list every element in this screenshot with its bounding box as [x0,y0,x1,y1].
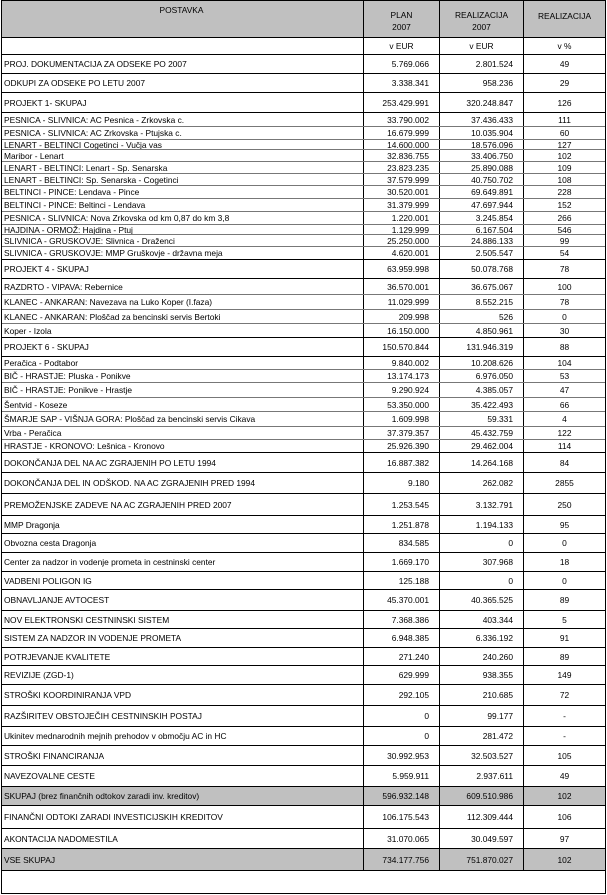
row-label: PESNICA - SLIVNICA: Nova Zrkovska od km 0,87 do km 3,8 [2,212,364,224]
row-realizacija: 609.510.986 [440,787,524,805]
row-plan: 3.338.341 [364,74,440,92]
row-pct: 72 [559,690,570,700]
row-realizacija: 50.078.768 [440,260,524,278]
row-plan: 36.570.001 [364,279,440,294]
table-row [2,383,605,398]
row-label: STROŠKI FINANCIRANJA [2,746,364,765]
table-row [2,235,605,247]
row-realizacija: 0 [440,534,524,552]
row-plan: 1.609.998 [364,412,440,426]
table-row [2,629,605,648]
row-plan: 25.926.390 [364,440,440,452]
row-plan: 23.823.235 [364,162,440,173]
table-row [2,440,605,453]
row-label: DOKONČANJA DEL IN ODŠKOD. NA AC ZGRAJENIH PRED 1994 [2,473,364,493]
table-row [2,590,605,611]
row-pct: 53 [559,371,570,381]
row-pct: 149 [557,670,572,680]
row-realizacija: 69.649.891 [440,186,524,198]
row-pct: 60 [559,128,570,138]
row-plan: 4.620.001 [364,247,440,259]
table-row [2,260,605,279]
row-label: VADBENI POLIGON IG [2,572,364,589]
table-row [2,93,605,113]
row-realizacija: 320.248.847 [440,93,524,112]
header-plan-label: PLAN [390,9,413,20]
row-plan: 37.579.999 [364,174,440,185]
row-label: SLIVNICA - GRUSKOVJE: MMP Gruškovje - državna meja [2,247,364,259]
row-pct: 106 [557,812,572,822]
row-realizacija: 35.422.493 [440,398,524,411]
row-pct: 99 [559,235,570,246]
row-pct: 0 [562,575,567,586]
row-plan: 209.998 [364,310,440,323]
table-row [2,473,605,494]
row-pct: 109 [557,162,572,173]
row-pct: 108 [557,174,572,185]
table-row [2,412,605,427]
row-realizacija: 10.208.626 [440,357,524,369]
row-realizacija: 40.365.525 [440,590,524,610]
row-plan: 31.070.065 [364,829,440,848]
row-pct: 78 [559,264,570,274]
row-realizacija: 210.685 [440,685,524,705]
row-realizacija: 45.432.759 [440,427,524,439]
row-pct: 49 [559,771,570,781]
row-pct: 100 [557,281,572,292]
row-plan: 150.570.844 [364,338,440,356]
row-pct: - [563,711,566,721]
row-plan: 292.105 [364,685,440,705]
row-label: Obvozna cesta Dragonja [2,534,364,552]
table-row [2,338,605,357]
row-plan: 9.180 [364,473,440,493]
row-realizacija: 112.309.444 [440,806,524,828]
header-postavka [2,1,364,37]
row-realizacija: 751.870.027 [440,849,524,870]
row-realizacija: 32.503.527 [440,746,524,765]
table-row [2,849,605,871]
row-label: HRASTJE - KRONOVO: Lešnica - Kronovo [2,440,364,452]
table-row [2,494,605,516]
row-label: BELTINCI - PINCE: Lendava - Pince [2,186,364,198]
row-label: AKONTACIJA NADOMESTILA [2,829,364,848]
table-row [2,247,605,260]
row-plan: 1.220.001 [364,212,440,224]
row-plan: 9.840.002 [364,357,440,369]
header-plan [364,1,440,37]
row-label: NAVEZOVALNE CESTE [2,766,364,786]
row-label: BIČ - HRASTJE: Ponikve - Hrastje [2,383,364,397]
row-realizacija: 0 [440,572,524,589]
row-realizacija: 1.194.133 [440,516,524,533]
row-realizacija: 6.167.504 [440,225,524,234]
row-plan: 37.379.357 [364,427,440,439]
row-realizacija: 2.505.547 [440,247,524,259]
row-label: PROJEKT 6 - SKUPAJ [2,338,364,356]
row-pct: 97 [559,833,570,844]
table-row [2,174,605,186]
row-pct: 84 [559,457,570,468]
row-pct: 546 [557,225,572,234]
row-realizacija: 307.968 [440,553,524,571]
row-plan: 30.520.001 [364,186,440,198]
units-pct [524,38,605,54]
table-row [2,685,605,706]
row-plan: 7.368.386 [364,611,440,628]
row-plan: 16.679.999 [364,127,440,139]
units-postavka [2,38,364,54]
header-realizacija-year: 2007 [472,21,491,32]
budget-table [1,0,606,894]
header-plan-year: 2007 [392,21,411,32]
row-pct: 18 [559,557,570,567]
row-realizacija: 4.850.961 [440,324,524,337]
row-pct: 89 [559,651,570,662]
row-pct: 102 [557,854,572,865]
row-label: KLANEC - ANKARAN: Navezava na Luko Koper (I.faza) [2,295,364,309]
table-row [2,162,605,174]
row-pct: 0 [562,538,567,548]
row-plan: 1.251.878 [364,516,440,533]
table-row [2,310,605,324]
row-label: VSE SKUPAJ [2,849,364,870]
table-row [2,212,605,225]
table-row [2,611,605,629]
row-realizacija: 6.976.050 [440,370,524,382]
row-label: LENART - BELTINCI Cogetinci - Vučja vas [2,140,364,149]
header-realizacija-pct-label: REALIZACIJA [537,11,592,21]
row-label: ODKUPI ZA ODSEKE PO LETU 2007 [2,74,364,92]
table-row [2,534,605,553]
row-realizacija: 938.355 [440,666,524,684]
row-label: STROŠKI KOORDINIRANJA VPD [2,685,364,705]
row-realizacija: 526 [440,310,524,323]
units-plan-label: v EUR [389,41,414,51]
table-row [2,572,605,590]
row-plan: 63.959.998 [364,260,440,278]
table-row [2,427,605,440]
row-label: RAZDRTO - VIPAVA: Rebernice [2,279,364,294]
row-label: Šentvid - Koseze [2,398,364,411]
row-realizacija: 10.035.904 [440,127,524,139]
row-label: SISTEM ZA NADZOR IN VODENJE PROMETA [2,629,364,647]
row-realizacija: 33.406.750 [440,150,524,161]
row-realizacija: 3.245.854 [440,212,524,224]
row-plan: 16.150.000 [364,324,440,337]
row-pct: 2855 [555,478,574,488]
row-pct: 127 [557,140,572,149]
row-plan: 5.959.911 [364,766,440,786]
row-realizacija: 403.344 [440,611,524,628]
row-label: PESNICA - SLIVNICA: AC Pesnica - Zrkovska c. [2,113,364,126]
row-realizacija: 37.436.433 [440,113,524,126]
table-row [2,150,605,162]
row-plan: 53.350.000 [364,398,440,411]
row-label: RAZŠIRITEV OBSTOJEČIH CESTNINSKIH POSTAJ [2,706,364,726]
row-realizacija: 99.177 [440,706,524,726]
row-plan: 271.240 [364,648,440,665]
row-label: Koper - Izola [2,324,364,337]
row-label: DOKONČANJA DEL NA AC ZGRAJENIH PO LETU 1994 [2,453,364,472]
row-pct: 122 [557,428,572,438]
row-label: Ukinitev mednarodnih mejnih prehodov v območju AC in HC [2,727,364,745]
row-pct: 54 [559,248,570,258]
table-row [2,553,605,572]
table-row [2,357,605,370]
table-row [2,127,605,140]
table-row [2,648,605,666]
row-label: BELTINCI - PINCE: Beltinci - Lendava [2,199,364,211]
row-pct: 89 [559,595,570,605]
row-realizacija: 262.082 [440,473,524,493]
row-pct: 126 [557,97,572,108]
row-realizacija: 47.697.944 [440,199,524,211]
table-row [2,746,605,766]
header-realizacija-pct [524,1,605,37]
row-pct: 66 [559,399,570,410]
row-plan: 45.370.001 [364,590,440,610]
table-row [2,516,605,534]
table-row [2,370,605,383]
row-plan: 31.379.999 [364,199,440,211]
row-realizacija: 240.260 [440,648,524,665]
row-pct: 95 [559,519,570,530]
row-plan: 25.250.000 [364,235,440,246]
row-plan: 0 [364,727,440,745]
row-pct: 91 [559,633,570,643]
row-label: SLIVNICA - GRUSKOVJE: Slivnica - Draženci [2,235,364,246]
row-realizacija: 30.049.597 [440,829,524,848]
table-row [2,453,605,473]
row-pct: 250 [557,499,572,510]
row-plan: 32.836.755 [364,150,440,161]
row-plan: 253.429.991 [364,93,440,112]
table-row [2,706,605,727]
row-label: HAJDINA - ORMOŽ: Hajdina - Ptuj [2,225,364,234]
units-plan [364,38,440,54]
header-postavka-label: POSTAVKA [159,5,204,15]
row-label: FINANČNI ODTOKI ZARADI INVESTICIJSKIH KREDITOV [2,806,364,828]
table-row [2,74,605,93]
row-pct: 114 [557,441,572,451]
row-label: NOV ELEKTRONSKI CESTNINSKI SISTEM [2,611,364,628]
row-label: PROJEKT 1- SKUPAJ [2,93,364,112]
table-row [2,398,605,412]
row-pct: 152 [557,200,572,210]
row-realizacija: 18.576.096 [440,140,524,149]
row-pct: 102 [557,150,572,161]
table-row [2,295,605,310]
row-pct: 88 [559,342,570,352]
units-realizacija [440,38,524,54]
row-plan: 596.932.148 [364,787,440,805]
header-realizacija [440,1,524,37]
row-plan: 734.177.756 [364,849,440,870]
table-row [2,199,605,212]
table-row [2,666,605,685]
row-label: REVIZIJE (ZGD-1) [2,666,364,684]
row-realizacija: 3.132.791 [440,494,524,515]
row-label: Vrba - Peračica [2,427,364,439]
row-pct: 30 [559,325,570,336]
table-row [2,225,605,235]
row-pct: 49 [559,59,570,69]
row-label: PESNICA - SLIVNICA: AC Zrkovska - Ptujska c. [2,127,364,139]
row-plan: 106.175.543 [364,806,440,828]
table-header-row [2,1,605,38]
row-label: OBNAVLJANJE AVTOCEST [2,590,364,610]
row-label: SKUPAJ (brez finančnih odtokov zaradi inv. kreditov) [2,787,364,805]
row-realizacija: 40.750.702 [440,174,524,185]
header-realizacija-label: REALIZACIJA [454,9,509,20]
table-row [2,324,605,338]
row-realizacija: 281.472 [440,727,524,745]
row-plan: 9.290.924 [364,383,440,397]
row-realizacija: 24.886.133 [440,235,524,246]
row-pct: 266 [557,213,572,223]
row-label: LENART - BELTINCI: Sp. Senarska - Cogetinci [2,174,364,185]
units-pct-label: v % [557,41,572,51]
row-realizacija: 8.552.215 [440,295,524,309]
row-pct: 78 [559,297,570,307]
row-label: ŠMARJE SAP - VIŠNJA GORA: Ploščad za bencinski servis Cikava [2,412,364,426]
row-label: Center za nadzor in vodenje prometa in cestninski center [2,553,364,571]
row-realizacija: 6.336.192 [440,629,524,647]
row-label: Maribor - Lenart [2,150,364,161]
row-label: MMP Dragonja [2,516,364,533]
row-pct: - [563,731,566,741]
row-plan: 6.948.385 [364,629,440,647]
row-label: BIČ - HRASTJE: Pluska - Ponikve [2,370,364,382]
table-row [2,829,605,849]
row-pct: 4 [562,414,567,424]
row-realizacija: 958.236 [440,74,524,92]
row-realizacija: 29.462.004 [440,440,524,452]
row-plan: 125.188 [364,572,440,589]
row-realizacija: 59.331 [440,412,524,426]
row-pct: 0 [562,311,567,322]
row-realizacija: 2.937.611 [440,766,524,786]
row-realizacija: 14.264.168 [440,453,524,472]
row-plan: 30.992.953 [364,746,440,765]
row-plan: 14.600.000 [364,140,440,149]
row-plan: 629.999 [364,666,440,684]
row-realizacija: 131.946.319 [440,338,524,356]
units-realizacija-label: v EUR [469,41,494,51]
row-plan: 1.669.170 [364,553,440,571]
row-label: POTRJEVANJE KVALITETE [2,648,364,665]
row-realizacija: 2.801.524 [440,55,524,73]
row-label: PREMOŽENJSKE ZADEVE NA AC ZGRAJENIH PRED 2007 [2,494,364,515]
row-plan: 1.253.545 [364,494,440,515]
table-row [2,279,605,295]
row-pct: 111 [558,114,571,125]
row-pct: 102 [557,791,572,801]
row-realizacija: 36.675.067 [440,279,524,294]
table-row [2,113,605,127]
row-label: PROJ. DOKUMENTACIJA ZA ODSEKE PO 2007 [2,55,364,73]
row-plan: 13.174.173 [364,370,440,382]
row-label: KLANEC - ANKARAN: Ploščad za bencinski servis Bertoki [2,310,364,323]
table-row [2,55,605,74]
row-label: PROJEKT 4 - SKUPAJ [2,260,364,278]
row-realizacija: 25.890.088 [440,162,524,173]
row-plan: 11.029.999 [364,295,440,309]
row-label: LENART - BELTINCI: Lenart - Sp. Senarska [2,162,364,173]
row-plan: 834.585 [364,534,440,552]
row-pct: 105 [557,750,572,761]
row-plan: 16.887.382 [364,453,440,472]
row-plan: 1.129.999 [364,225,440,234]
row-plan: 5.769.066 [364,55,440,73]
table-row [2,140,605,150]
units-row [2,38,605,55]
row-label: Peračica - Podtabor [2,357,364,369]
row-pct: 47 [559,385,570,395]
table-row [2,766,605,787]
row-realizacija: 4.385.057 [440,383,524,397]
row-pct: 104 [557,358,572,368]
table-row [2,727,605,746]
table-row [2,806,605,829]
row-plan: 0 [364,706,440,726]
row-pct: 29 [559,78,570,88]
row-pct: 5 [562,614,567,625]
row-plan: 33.790.002 [364,113,440,126]
table-row [2,186,605,199]
row-pct: 228 [557,187,572,197]
table-row [2,787,605,806]
